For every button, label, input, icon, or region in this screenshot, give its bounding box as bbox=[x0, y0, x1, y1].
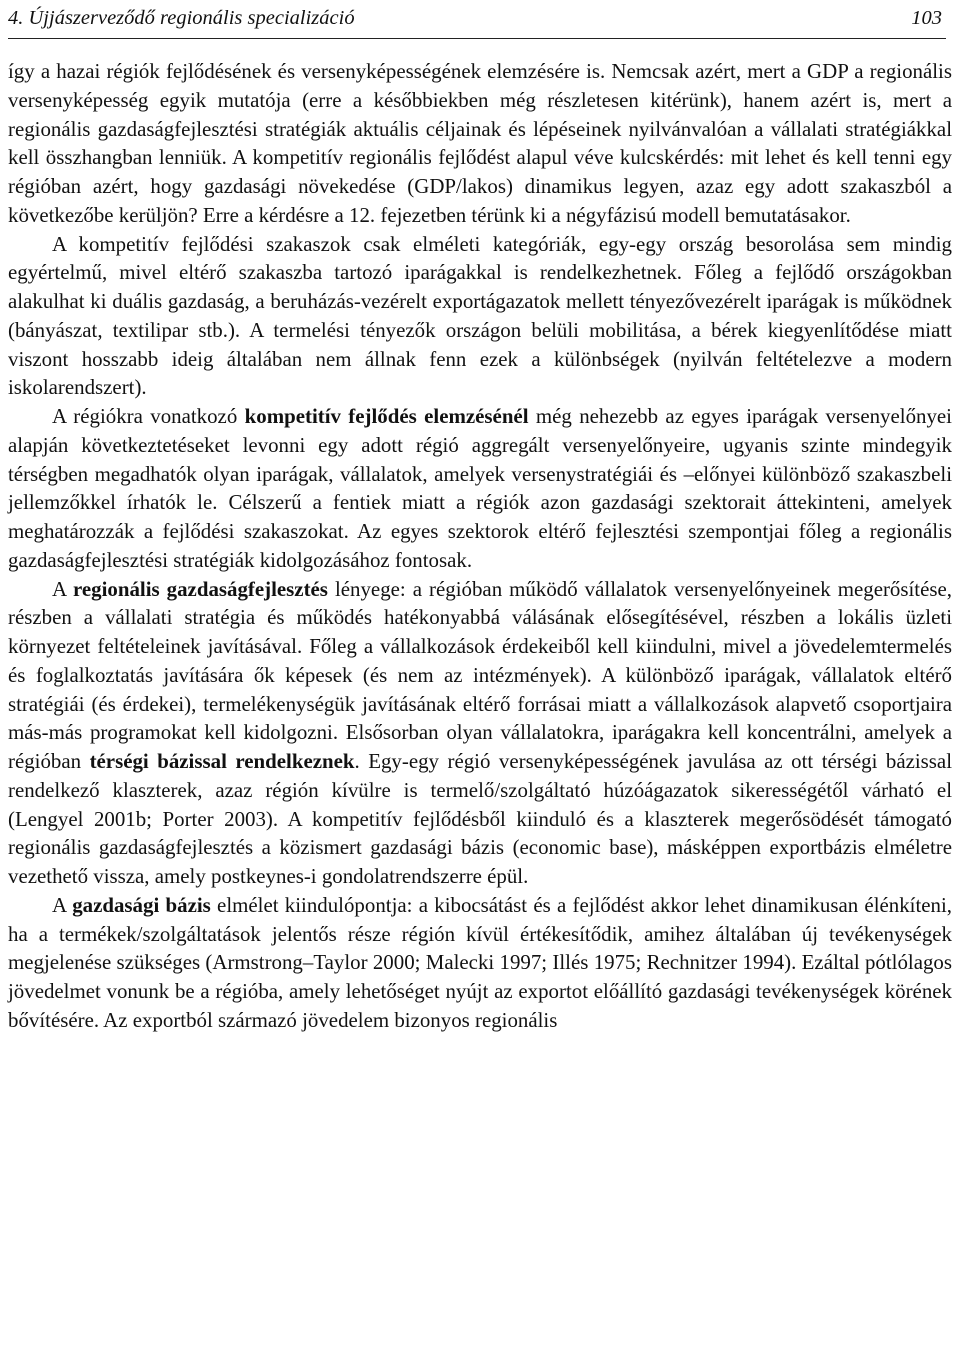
text-run: így a hazai régiók fejlődésének és versenyképességének elemzésére is. Nemcsak azért, mert a GDP a regionális versenyképesség egyik mutatója (erre a későbbiekben még részletesen kitérünk), hanem azért is, mert a regionális gazdaságfejlesztési stratégiák aktuális céljainak és lépéseinek nyilvánvalóan a vállalati stratégiákkal kell összhangban lenniük. A kompetitív regionális fejlődést alapul véve kulcskérdés: mit lehet és kell tenni egy régióban azért, hogy gazdasági növekedése (GDP/lakos) dinamikus legyen, azaz egy adott szakaszból a következőbe kerüljön? Erre a kérdésre a 12. fejezetben térünk ki a négyfázisú modell bemutatásakor. bbox=[8, 59, 952, 227]
text-run: lényege: a régióban működő vállalatok versenyelőnyeinek megerősítése, részben a vállalati stratégia és működés hatékonyabbá válásának elősegítésével, részben a lokális üzleti környezet feltételeinek javításával. Főleg a vállalkozások érdekeiből kell kiindulni, mivel a jövedelemtermelés és foglalkoztatás javítására ők képesek (és nem az intézmények). A különböző iparágak, vállalatok eltérő stratégiái (és érdekei), termelékenységük javításának eltérő forrásai miatt a vállalkozások alapvető csoportjaira más-más programokat kell kidolgozni. Elsősorban olyan vállalatokra, iparágakra kell koncentrálni, amelyek a régióban bbox=[8, 576, 953, 773]
text-run: A régiókra vonatkozó bbox=[52, 404, 245, 428]
text-run: A kompetitív fejlődési szakaszok csak elméleti kategóriák, egy-egy ország besorolása sem mindig egyértelmű, mivel eltérő szakaszba tartozó iparágakkal is rendelkezhetnek. Főleg a fejlődő országokban alakulhat ki duális gazdaság, a beruházás-vezérelt exportágazatok mellett tényezővezérelt iparágak is működnek (bányászat, textilipar stb.). A termelési tényezők országon belüli mobilitása, a bérek kiegyenlítődése miatt viszont hosszabb ideig általában nem állnak fenn ezek a különbségek (nyilván feltételezve a modern iskolarendszert). bbox=[8, 231, 952, 400]
paragraph bbox=[8, 230, 952, 403]
text-run: még nehezebb az egyes iparágak versenyelőnyei alapján következtetéseket levonni egy adott régió aggregált versenyelőnyeire, ugyanis szinte mindegyik térségben megadhatók olyan iparágak, vállalatok, amelyek versenystratégiái és –előnyei különböző szakaszbeli jellemzőkkel írhatók le. Célszerű a fentiek miatt a régiók azon gazdasági szektorait áttekinteni, amelyek meghatározzák a fejlődési szakaszokat. Az egyes szektorok eltérő fejlesztési szempontjai főleg a regionális gazdaságfejlesztési stratégiák kidolgozásához fontosak. bbox=[8, 404, 952, 572]
paragraph bbox=[8, 402, 952, 575]
chapter-title: 4. Újjászerveződő regionális specializáció bbox=[8, 7, 355, 29]
paragraph bbox=[8, 891, 952, 1035]
bold-term: gazdasági bázis bbox=[72, 892, 211, 917]
page-number: 103 bbox=[911, 7, 942, 29]
bold-term: térségi bázissal rendelkeznek bbox=[89, 749, 355, 773]
paragraph bbox=[8, 575, 952, 891]
text-run: elmélet kiindulópontja: a kibocsátást és a fejlődést akkor lehet dinamikusan élénkíteni, ha a termékek/szolgáltatások jelentős része régión kívül értékesítődik, amihez általában új tevékenységek megjelenése szükséges (Armstrong–Taylor 2000; Malecki 1997; Illés 1975; Rechnitzer 1994). Ezáltal pótlólagos jövedelmet vonunk be a régióba, amely lehetőséget nyújt az exportot előállító gazdasági tevékenységek körének bővítésére. Az exportból származó jövedelem bizonyos regionális bbox=[8, 892, 953, 1032]
running-header bbox=[8, 4, 946, 39]
text-run: A bbox=[52, 576, 73, 601]
text-run: A bbox=[52, 892, 73, 917]
paragraph bbox=[8, 57, 952, 230]
body-text bbox=[8, 57, 952, 1035]
text-run: . Egy-egy régió versenyképességének javulása az ott térségi bázissal rendelkező klaszterek, azaz régión kívülre is termelő/szolgáltató húzóágazatok sikerességétől várható el (Lengyel 2001b; Porter 2003). A kompetitív fejlődésből kiinduló és a klaszterek megerősödését támogató regionális gazdaságfejlesztés a közismert gazdasági bázis (economic base), másképpen exportbázis elméletre vezethető vissza, amely postkeynes-i gondolatrendszerre épül. bbox=[8, 749, 953, 888]
bold-term: regionális gazdaságfejlesztés bbox=[72, 576, 328, 601]
bold-term: kompetitív fejlődés elemzésénél bbox=[244, 404, 529, 428]
